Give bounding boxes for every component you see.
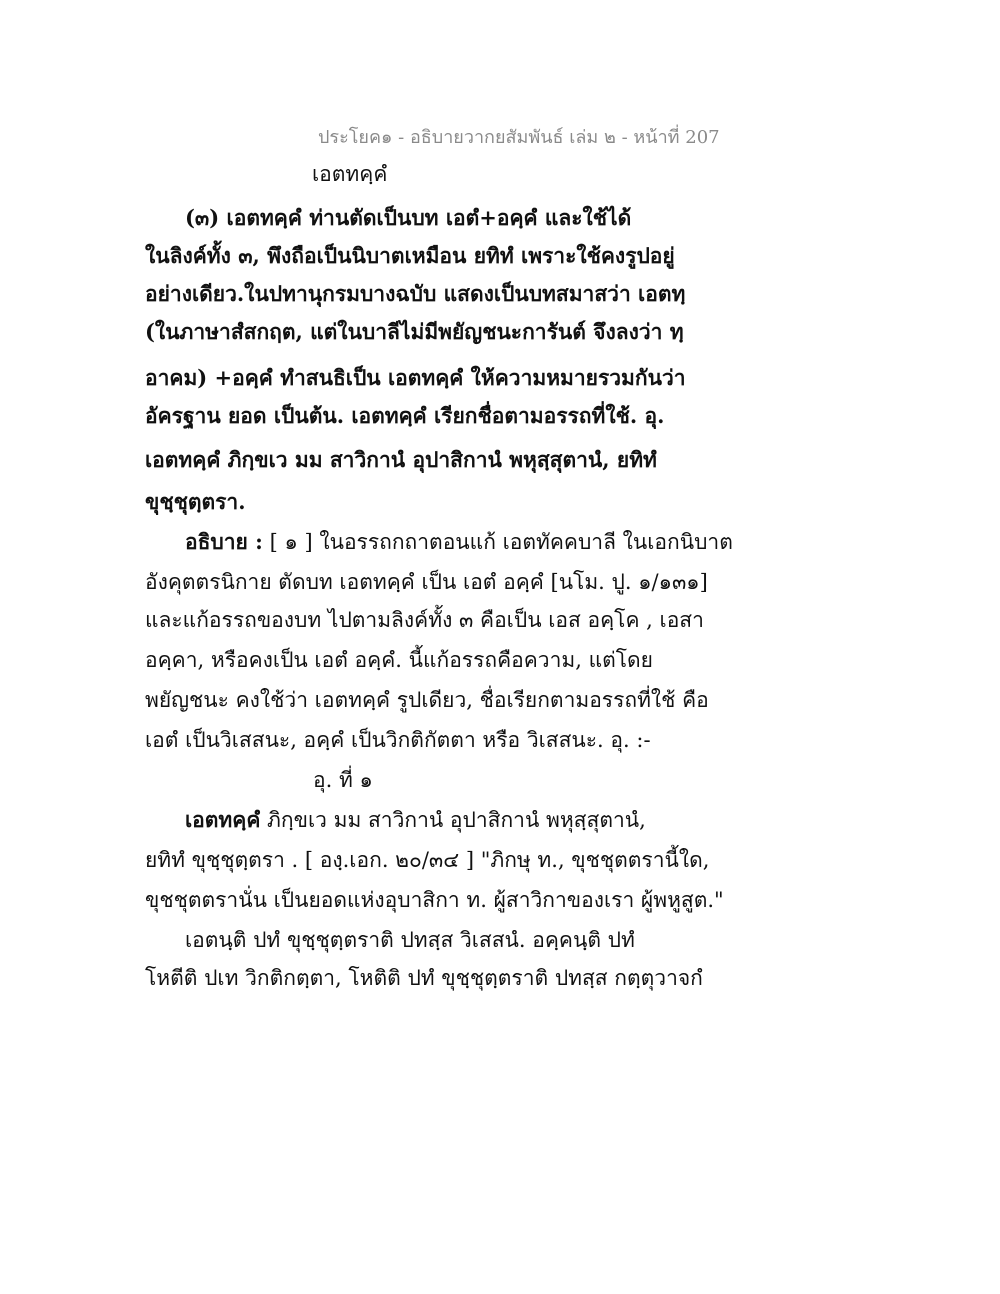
note-line: (ในภาษาสํสกฤต, แต่ในบาลีไม่มีพยัญชนะการันต์ จึงลงว่า ทฺ	[145, 319, 684, 344]
running-header: ประโยค๑ - อธิบายวากยสัมพันธ์ เล่ม ๒ - หน้าที่ 207	[318, 127, 720, 148]
note-line: อัครฐาน ยอด เป็นต้น. เอตทคฺคํ เรียกชื่อตามอรรถที่ใช้. อุ.	[145, 403, 665, 428]
explanation-line: และแก้อรรถของบท ไปตามลิงค์ทั้ง ๓ คือเป็น เอส อคฺโค , เอสา	[145, 608, 704, 632]
explanation-text: [ ๑ ] ในอรรถกถาตอนแก้ เอตทัคคบาลี ในเอกนิบาต	[262, 530, 733, 554]
example-line: ขุชชุตตรานั่น เป็นยอดแห่งอุบาสิกา ท. ผู้สาวิกาของเรา ผู้พหูสูต."	[145, 888, 724, 912]
explanation-line: อังคุตตรนิกาย ตัดบท เอตทคฺคํ เป็น เอตํ อคฺคํ [นโม. ปู. ๑/๑๓๑]	[145, 570, 708, 594]
note-line: อย่างเดียว.ในปทานุกรมบางฉบับ แสดงเป็นบทสมาสว่า เอตทฺ	[145, 281, 686, 306]
explanation-line: พยัญชนะ คงใช้ว่า เอตทคฺคํ รูปเดียว, ชื่อเรียกตามอรรถที่ใช้ คือ	[145, 688, 709, 712]
example-line: เอตนฺติ ปทํ ขุชฺชุตฺตราติ ปทสฺส วิเสสนํ. อคฺคนฺติ ปทํ	[185, 928, 635, 952]
note-line: ขุชฺชุตฺตรา.	[145, 489, 246, 514]
note-line: ในลิงค์ทั้ง ๓, พึงถือเป็นนิบาตเหมือน ยทิทํ เพราะใช้คงรูปอยู่	[145, 243, 675, 268]
explanation-line: เอตํ เป็นวิเสสนะ, อคฺคํ เป็นวิกติกัตตา หรือ วิเสสนะ. อุ. :-	[145, 728, 651, 752]
explanation-line: อคฺคา, หรือคงเป็น เอตํ อคฺคํ. นี้แก้อรรถคือความ, แต่โดย	[145, 648, 653, 672]
note-line: อาคม) +อคฺคํ ทำสนธิเป็น เอตทคฺคํ ให้ความหมายรวมกันว่า	[145, 365, 686, 390]
note-line: (๓) เอตทคฺคํ ท่านตัดเป็นบท เอตํ+อคฺคํ และใช้ได้	[185, 205, 632, 230]
example-line	[185, 806, 646, 834]
example-line: ยทิทํ ขุชฺชุตฺตรา . [ องฺ.เอก. ๒๐/๓๔ ] "ภิกษุ ท., ขุชชุตตรานี้ใด,	[145, 848, 710, 872]
example-first-word: เอตทคฺคํ	[185, 807, 261, 832]
example-line: โหตีติ ปเท วิกติกตฺตา, โหติติ ปทํ ขุชฺชุตฺตราติ ปทสฺส กตฺตุวาจกํ	[145, 966, 703, 990]
example-heading: อุ. ที่ ๑	[313, 768, 373, 792]
explanation-line	[185, 528, 733, 556]
explanation-label: อธิบาย :	[185, 529, 263, 554]
note-line: เอตทคฺคํ ภิกฺขเว มม สาวิกานํ อุปาสิกานํ พหุสฺสุตานํ, ยทิทํ	[145, 447, 657, 472]
example-text: ภิกฺขเว มม สาวิกานํ อุปาสิกานํ พหุสฺสุตานํ,	[260, 808, 646, 832]
section-title: เอตทคฺคํ	[312, 162, 388, 186]
